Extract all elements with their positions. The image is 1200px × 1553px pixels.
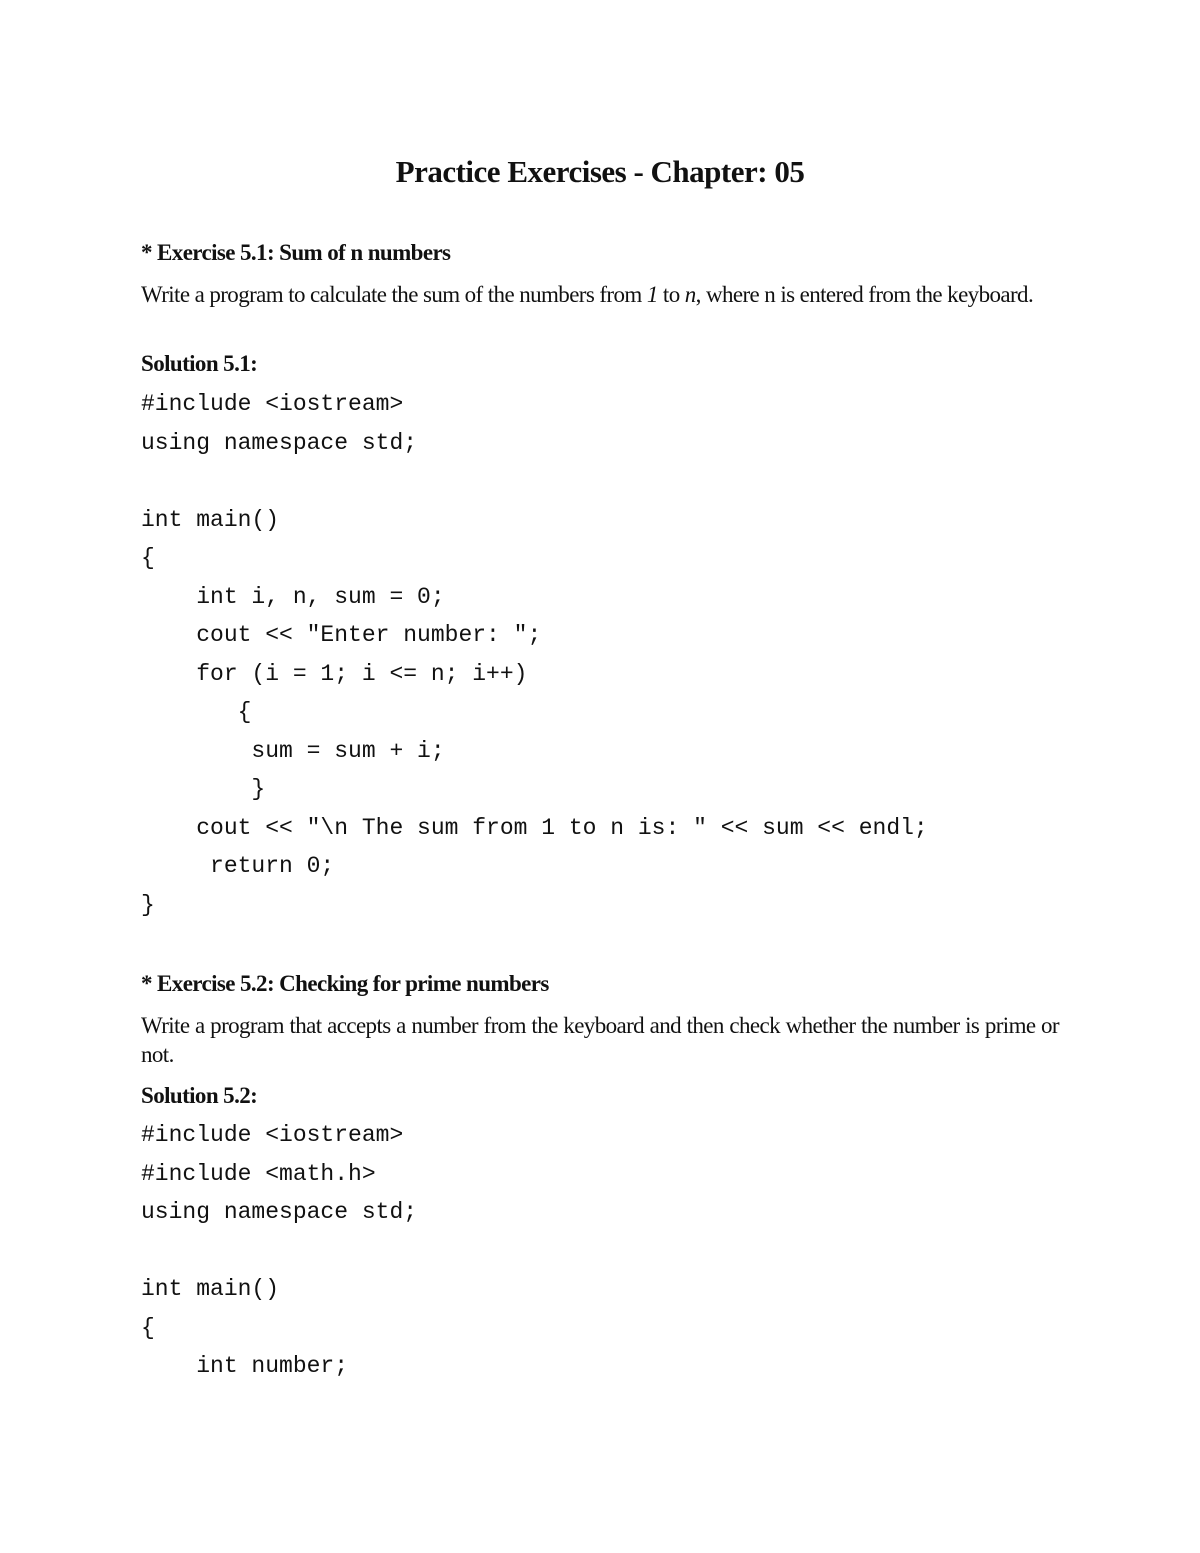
- code-line: int main(): [141, 506, 280, 533]
- range-end: n: [684, 282, 696, 307]
- code-listing: [141, 1116, 417, 1386]
- code-line: using namespace std;: [141, 429, 418, 456]
- code-line: [141, 1232, 417, 1271]
- code-line: #include <iostream>: [141, 391, 404, 417]
- code-line: }: [141, 776, 266, 802]
- exercise-description: [141, 280, 1059, 309]
- code-line: [141, 462, 928, 501]
- code-line: #include <math.h>: [141, 1160, 376, 1187]
- code-line: return 0;: [141, 853, 335, 879]
- code-line: cout << "Enter number: ";: [141, 622, 542, 648]
- code-line: int main(): [141, 1276, 280, 1302]
- exercise-heading: * Exercise 5.2: Checking for prime numbers: [141, 971, 549, 996]
- code-line: #include <iostream>: [141, 1122, 404, 1148]
- code-line: }: [141, 891, 155, 918]
- code-line: using namespace std;: [141, 1199, 418, 1225]
- code-listing: [141, 385, 928, 924]
- code-line: {: [141, 699, 252, 725]
- code-line: for (i = 1; i <= n; i++): [141, 660, 528, 687]
- code-line: int number;: [141, 1353, 349, 1379]
- range-start: 1: [646, 282, 658, 307]
- description-text: Write a program to calculate the sum of the numbers from: [141, 282, 647, 307]
- solution-heading: Solution 5.1:: [141, 351, 258, 376]
- solution-heading: Solution 5.2:: [141, 1083, 258, 1108]
- code-line: {: [141, 545, 155, 571]
- exercise-heading: * Exercise 5.1: Sum of n numbers: [141, 240, 451, 265]
- code-line: {: [141, 1314, 155, 1341]
- code-line: int i, n, sum = 0;: [141, 583, 445, 610]
- code-line: sum = sum + i;: [141, 737, 445, 764]
- code-line: cout << "\n The sum from 1 to n is: " << sum << endl;: [141, 814, 928, 841]
- description-text: , where n is entered from the keyboard.: [695, 282, 1034, 307]
- description-text: to: [657, 282, 685, 307]
- page-title: Practice Exercises - Chapter: 05: [395, 154, 805, 189]
- exercise-description: Write a program that accepts a number from the keyboard and then check whether the number is prime or not.: [141, 1013, 1059, 1067]
